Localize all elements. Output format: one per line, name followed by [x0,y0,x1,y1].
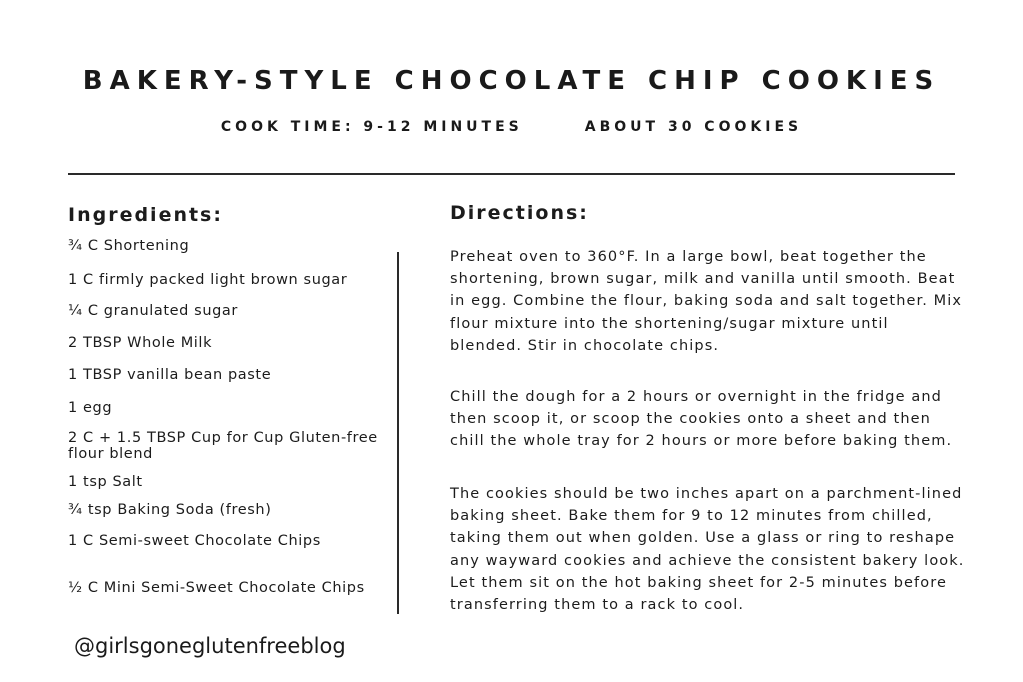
ingredient-item: 2 C + 1.5 TBSP Cup for Cup Gluten-free flour blend [68,430,378,462]
ingredient-item: 1 C Semi-sweet Chocolate Chips [68,533,321,549]
ingredient-item: ¾ tsp Baking Soda (fresh) [68,502,272,518]
recipe-meta [0,119,1023,135]
direction-step-2: Chill the dough for a 2 hours or overnight in the fridge and then scoop it, or scoop the cookies onto a sheet and then chill the whole tray for 2 hours or more before baking them. [450,389,953,450]
cook-time: COOK TIME: 9-12 MINUTES [220,119,523,135]
directions-heading: Directions: [450,202,589,224]
column-divider [397,252,399,614]
ingredient-item: 1 TBSP vanilla bean paste [68,367,272,383]
direction-step-3: The cookies should be two inches apart on a parchment-lined baking sheet. Bake them for 9 to 12 minutes from chilled, taking them out when golden. Use a glass or ring to reshape any wayward cookies and achieve the consistent bakery look. Let them sit on the hot baking sheet for 2-5 minutes before transferring them to a rack to cool. [450,486,965,614]
ingredient-item: 1 tsp Salt [68,474,143,490]
blog-handle: @girlsgoneglutenfreeblog [74,634,346,658]
recipe-title: BAKERY-STYLE CHOCOLATE CHIP COOKIES [82,66,941,96]
ingredient-item: 1 egg [68,400,113,416]
recipe-yield: ABOUT 30 COOKIES [584,119,803,135]
ingredient-item: ¼ C granulated sugar [68,303,238,319]
direction-step-1: Preheat oven to 360°F. In a large bowl, beat together the shortening, brown sugar, milk and vanilla until smooth. Beat in egg. Combine the flour, baking soda and salt together. Mix flour mixture into the shortening/sugar mixture until blended. Stir in chocolate chips. [450,249,963,354]
ingredients-heading: Ingredients: [68,204,223,226]
header-divider [68,173,955,175]
ingredient-item: 2 TBSP Whole Milk [68,335,213,351]
ingredient-item: 1 C firmly packed light brown sugar [68,272,348,288]
ingredient-item: ¾ C Shortening [68,238,190,254]
ingredient-item: ½ C Mini Semi-Sweet Chocolate Chips [68,580,365,596]
